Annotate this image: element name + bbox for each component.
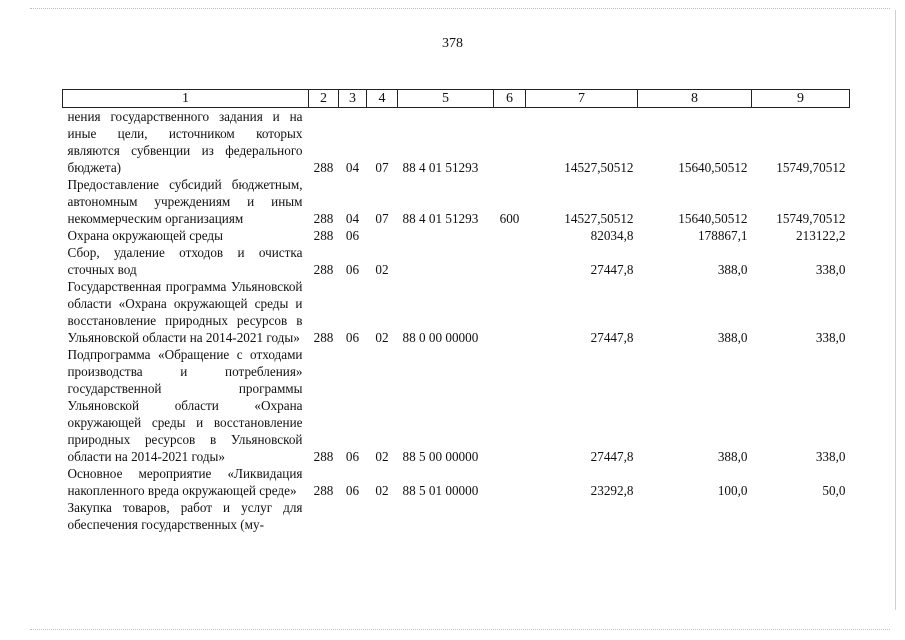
cell-section: 06 (345, 262, 360, 277)
col-header-3: 3 (339, 90, 367, 108)
col-header-6: 6 (494, 90, 526, 108)
col-header-2: 2 (309, 90, 339, 108)
cell-target-item (398, 499, 494, 533)
cell-amount-9: 338,0 (815, 262, 846, 277)
table-row (63, 465, 850, 499)
cell-amount-8: 388,0 (717, 449, 748, 464)
cell-expense-type (494, 499, 526, 533)
row-name: Сбор, удаление отходов и очистка сточных вод (67, 245, 303, 277)
cell-ministry (309, 499, 339, 533)
table-row (63, 499, 850, 533)
table-row (63, 108, 850, 177)
cell-amount-9: 50,0 (822, 483, 846, 498)
row-name: Государственная программа Ульяновской области «Охрана окружающей среды и восстановление природных ресурсов в Ульяновской области на 2014-2021 годы» (67, 279, 303, 345)
cell-section: 06 (345, 483, 360, 498)
cell-target-item: 88 4 01 51293 (402, 211, 479, 226)
col-header-1: 1 (63, 90, 309, 108)
cell-ministry: 288 (313, 160, 334, 175)
scan-right-edge (895, 10, 896, 610)
cell-subsection: 07 (375, 211, 389, 226)
col-header-4: 4 (367, 90, 398, 108)
table-row (63, 346, 850, 465)
cell-expense-type (494, 278, 526, 346)
cell-expense-type (494, 244, 526, 278)
cell-target-item (398, 244, 494, 278)
cell-target-item: 88 4 01 51293 (402, 160, 479, 175)
cell-expense-type (494, 465, 526, 499)
cell-subsection: 07 (375, 160, 389, 175)
col-header-7: 7 (526, 90, 638, 108)
cell-amount-9: 15749,70512 (776, 211, 846, 226)
cell-amount-9: 338,0 (815, 330, 846, 345)
cell-amount-7: 27447,8 (590, 330, 634, 345)
cell-amount-8: 388,0 (717, 262, 748, 277)
col-header-5: 5 (398, 90, 494, 108)
col-header-8: 8 (638, 90, 752, 108)
page-number: 378 (442, 36, 463, 51)
cell-subsection: 02 (375, 262, 389, 277)
table-row (63, 278, 850, 346)
cell-section (339, 499, 367, 533)
cell-expense-type (494, 346, 526, 465)
row-name: нения государственного задания и на иные цели, источником которых являются субвенции из федерального бюджета) (67, 109, 303, 175)
cell-target-item (398, 227, 494, 244)
table-row (63, 244, 850, 278)
cell-ministry: 288 (313, 211, 334, 226)
cell-expense-type (494, 108, 526, 177)
cell-ministry: 288 (313, 449, 334, 464)
cell-amount-9: 15749,70512 (776, 160, 846, 175)
table-header (63, 90, 850, 108)
scan-bottom-edge (30, 629, 890, 630)
cell-ministry: 288 (313, 330, 334, 345)
cell-amount-8: 388,0 (717, 330, 748, 345)
table-row (63, 227, 850, 244)
cell-ministry: 288 (313, 262, 334, 277)
cell-section: 06 (345, 330, 360, 345)
header-row (63, 90, 850, 108)
cell-expense-type (494, 227, 526, 244)
cell-amount-9: 213122,2 (796, 228, 846, 243)
row-name: Предоставление субсидий бюджетным, автономным учреждениям и иным некоммерческим организациям (67, 177, 303, 226)
budget-table (62, 89, 850, 533)
cell-amount-7 (526, 499, 638, 533)
cell-amount-7: 27447,8 (590, 449, 634, 464)
col-header-9: 9 (752, 90, 850, 108)
table-row (63, 176, 850, 227)
cell-section: 06 (345, 449, 360, 464)
row-name: Закупка товаров, работ и услуг для обеспечения государственных (му- (67, 500, 303, 532)
cell-amount-8: 178867,1 (698, 228, 748, 243)
cell-subsection (367, 227, 398, 244)
cell-amount-8 (638, 499, 752, 533)
cell-target-item: 88 5 00 00000 (402, 449, 479, 464)
cell-target-item: 88 0 00 00000 (402, 330, 479, 345)
cell-subsection: 02 (375, 330, 389, 345)
scan-top-edge (30, 8, 890, 9)
cell-amount-8: 100,0 (717, 483, 748, 498)
cell-amount-7: 14527,50512 (564, 211, 634, 226)
cell-amount-7: 27447,8 (590, 262, 634, 277)
cell-expense-type: 600 (499, 211, 520, 226)
row-name: Охрана окружающей среды (67, 228, 223, 243)
row-name: Основное мероприятие «Ликвидация накопленного вреда окружающей среде» (67, 466, 303, 498)
cell-amount-7: 23292,8 (590, 483, 634, 498)
cell-ministry: 288 (313, 483, 334, 498)
cell-section: 04 (345, 160, 360, 175)
cell-amount-9 (752, 499, 850, 533)
cell-subsection: 02 (375, 483, 389, 498)
cell-amount-7: 82034,8 (590, 228, 634, 243)
cell-amount-8: 15640,50512 (678, 160, 748, 175)
cell-section: 06 (345, 228, 360, 243)
cell-ministry: 288 (313, 228, 334, 243)
cell-target-item: 88 5 01 00000 (402, 483, 479, 498)
cell-amount-9: 338,0 (815, 449, 846, 464)
cell-amount-8: 15640,50512 (678, 211, 748, 226)
cell-subsection: 02 (375, 449, 389, 464)
cell-section: 04 (345, 211, 360, 226)
cell-amount-7: 14527,50512 (564, 160, 634, 175)
table-body (63, 108, 850, 534)
row-name: Подпрограмма «Обращение с отходами производства и потребления» государственной программы Ульяновской области «Охрана окружающей среды и восстановление природных ресурсов в Ульяновской области на 2014-2021 годы» (67, 347, 303, 464)
cell-subsection (367, 499, 398, 533)
